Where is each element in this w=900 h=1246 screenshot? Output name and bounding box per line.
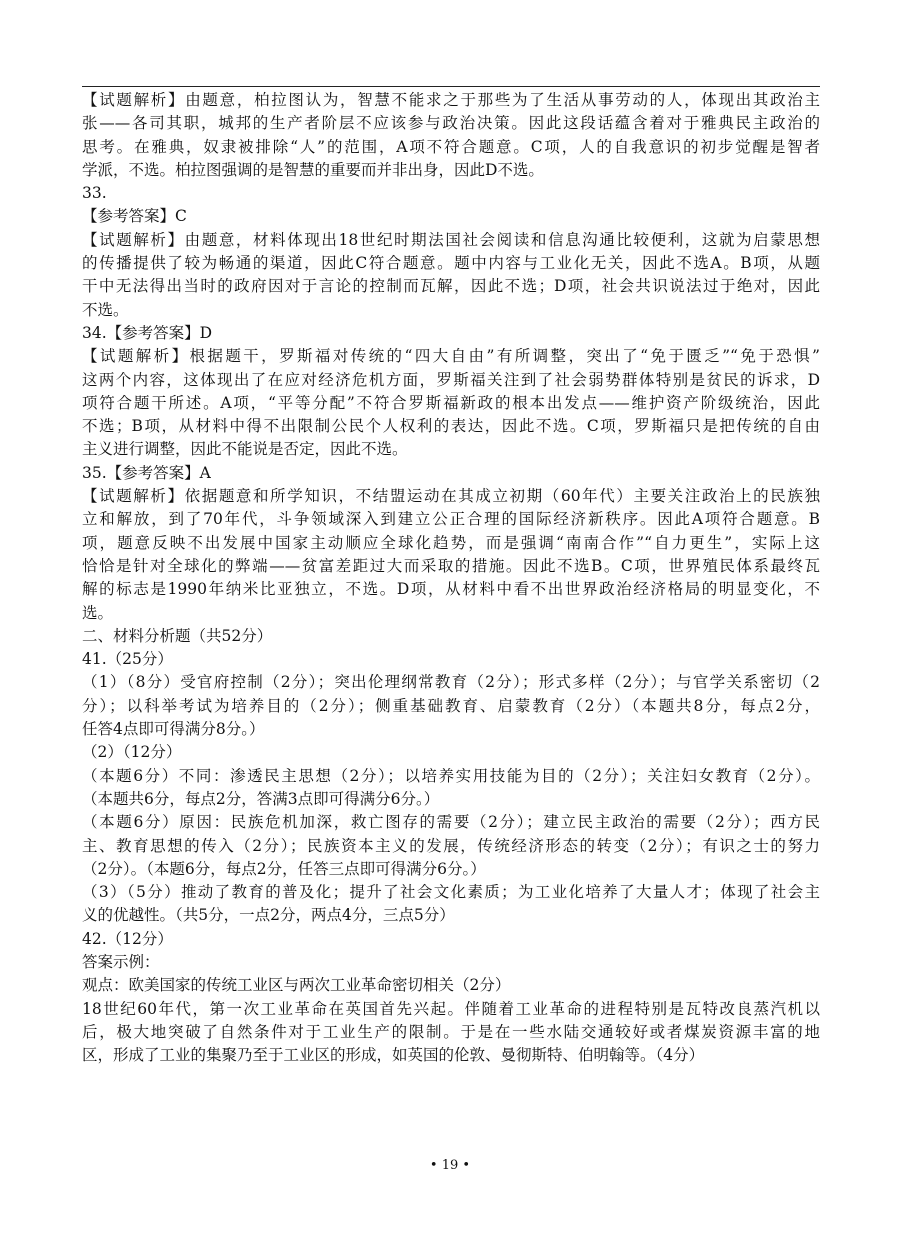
text-line: （2）（12分） (82, 743, 182, 762)
text-line: 【参考答案】C (82, 207, 187, 226)
text-line: 张——各司其职，城邦的生产者阶层不应该参与政治决策。因此这段话蕴含着对于雅典民主政治的 (82, 114, 820, 133)
text-line: 33. (82, 184, 107, 203)
text-line: 任答4点即可得满分8分。） (82, 720, 265, 739)
text-line: 34.【参考答案】D (82, 323, 213, 342)
text-line: 答案示例： (82, 952, 160, 971)
text-line: 立和解放，到了70年代，斗争领域深入到建立公正合理的国际经济新秩序。因此A项符合题意。B (82, 510, 820, 529)
text-line: 不选。 (82, 300, 129, 319)
text-line: （2分）。（本题6分，每点2分，任答三点即可得满分6分。） (82, 859, 486, 878)
text-line: 【试题解析】根据题干，罗斯福对传统的“四大自由”有所调整，突出了“免于匮乏”“免于恐惧” (82, 347, 820, 366)
text-line: 主义进行调整，因此不能说是否定，因此不选。 (82, 440, 408, 459)
text-line: 18世纪60年代，第一次工业革命在英国首先兴起。伴随着工业革命的进程特别是瓦特改良蒸汽机以 (82, 999, 820, 1018)
text-line: 主、教育思想的传入（2分）；民族资本主义的发展，传统经济形态的转变（2分）；有识之士的努力 (82, 836, 820, 855)
page-number: • 19 • (429, 1158, 471, 1173)
text-line: （本题6分）不同：渗透民主思想（2分）；以培养实用技能为目的（2分）；关注妇女教育（2分）。 (82, 766, 820, 785)
text-line: 恰恰是针对全球化的弊端——贫富差距过大而采取的措施。因此不选B。C项，世界殖民体系最终瓦 (82, 556, 820, 575)
text-line: 项符合题干所述。A项，“平等分配”不符合罗斯福新政的根本出发点——维护资产阶级统治，因此 (82, 393, 820, 412)
text-line: 这两个内容，这体现出了在应对经济危机方面，罗斯福关注到了社会弱势群体特别是贫民的诉求，D (82, 370, 820, 389)
text-line: 【试题解析】依据题意和所学知识，不结盟运动在其成立初期（60年代）主要关注政治上的民族独 (82, 487, 820, 506)
text-line: （3）（5分）推动了教育的普及化；提升了社会文化素质；为工业化培养了大量人才；体现了社会主 (82, 883, 820, 902)
text-line: 学派，不选。柏拉图强调的是智慧的重要而并非出身，因此D不选。 (82, 160, 544, 179)
text-line: 35.【参考答案】A (82, 463, 211, 482)
text-line: 思考。在雅典，奴隶被排除“人”的范围，A项不符合题意。C项，人的自我意识的初步觉醒是智者 (82, 137, 820, 156)
text-line: 分）；以科举考试为培养目的（2分）；侧重基础教育、启蒙教育（2分）（本题共8分，每点2分， (82, 696, 820, 715)
text-line: 后，极大地突破了自然条件对于工业生产的限制。于是在一些水陆交通较好或者煤炭资源丰富的地 (82, 1022, 820, 1041)
text-line: 选。 (82, 603, 114, 622)
text-line: （本题共6分，每点2分，答满3点即可得满分6分。） (82, 789, 440, 808)
document-body (82, 89, 820, 1067)
text-line: 【试题解析】由题意，柏拉图认为，智慧不能求之于那些为了生活从事劳动的人，体现出其政治主 (82, 91, 820, 109)
text-line: 不选；B项，从材料中得不出限制公民个人权利的表达，因此不选。C项，罗斯福只是把传统的自由 (82, 417, 820, 436)
text-line: 的传播提供了较为畅通的渠道，因此C符合题意。题中内容与工业化无关，因此不选A。B项，从题 (82, 254, 820, 273)
text-line: 观点：欧美国家的传统工业区与两次工业革命密切相关（2分） (82, 976, 511, 995)
text-line: 区，形成了工业的集聚乃至于工业区的形成，如英国的伦敦、曼彻斯特、伯明翰等。（4分） (82, 1046, 705, 1065)
text-line: 项，题意反映不出发展中国家主动顺应全球化趋势，而是强调“南南合作”“自力更生”，实际上这 (82, 533, 820, 552)
text-line: （1）（8分）受官府控制（2分）；突出伦理纲常教育（2分）；形式多样（2分）；与官学关系密切（2 (82, 673, 820, 692)
text-line: （本题6分）原因：民族危机加深，救亡图存的需要（2分）；建立民主政治的需要（2分）；西方民 (82, 813, 820, 832)
text-line: 义的优越性。（共5分，一点2分，两点4分，三点5分） (82, 906, 455, 925)
header-rule (82, 86, 820, 87)
text-line: 42.（12分） (82, 929, 173, 948)
text-line: 41.（25分） (82, 650, 173, 669)
text-line: 解的标志是1990年纳米比亚独立，不选。D项，从材料中看不出世界政治经济格局的明显变化，不 (82, 580, 820, 599)
text-line: 【试题解析】由题意，材料体现出18世纪时期法国社会阅读和信息沟通比较便利，这就为启蒙思想 (82, 230, 820, 249)
text-line: 二、材料分析题（共52分） (82, 626, 273, 645)
text-line: 干中无法得出当时的政府因对于言论的控制而瓦解，因此不选；D项，社会共识说法过于绝对，因此 (82, 277, 820, 296)
